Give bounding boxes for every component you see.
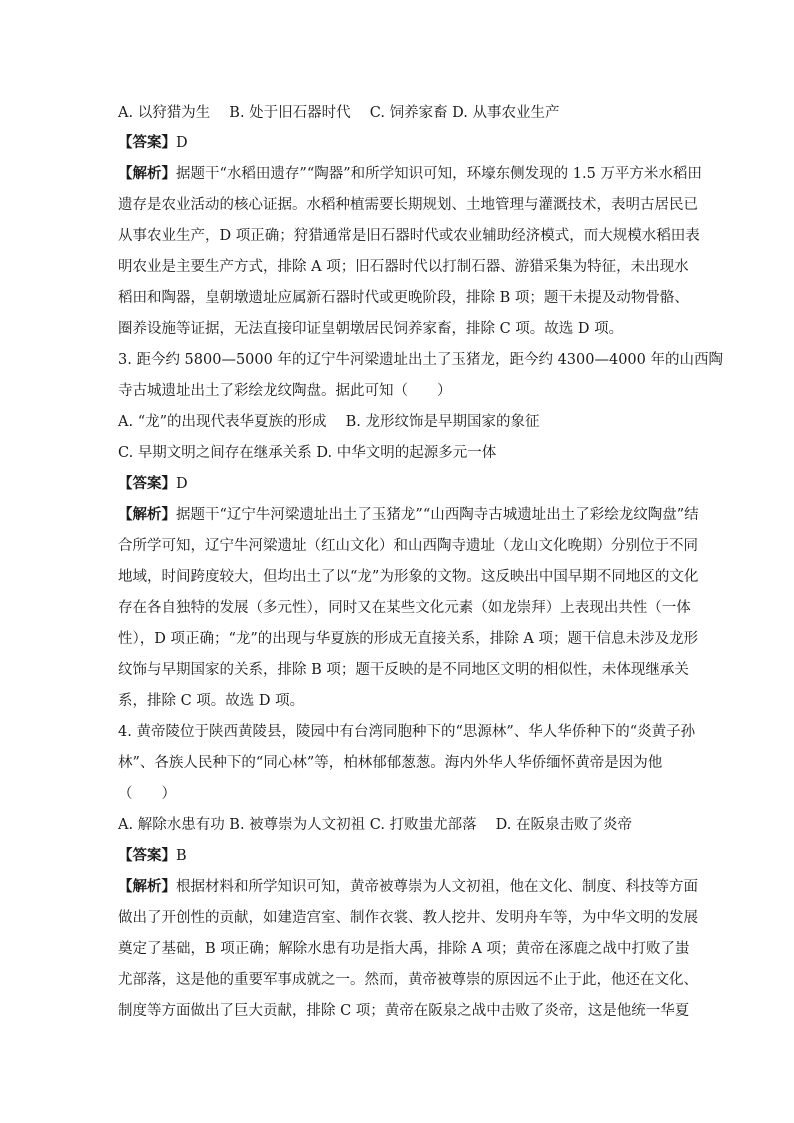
q2-options: A. 以狩猎为生 B. 处于旧石器时代 C. 饲养家畜 D. 从事农业生产: [118, 105, 560, 121]
q3-options: C. 早期文明之间存在继承关系 D. 中华文明的起源多元一体: [118, 445, 497, 461]
section-tag: 【解析】: [118, 506, 176, 523]
q2-analysis-line: 从事农业生产，D 项正确；狩猎通常是旧石器时代或农业辅助经济模式，而大规模水稻田表: [118, 228, 700, 244]
section-text: B: [176, 848, 187, 864]
q3-analysis-line: 性），D 项正确；“龙”的出现与华夏族的形成无直接关系，排除 A 项；题干信息未涉及龙形: [118, 631, 698, 647]
q3-analysis-line: 合所学可知，辽宁牛河梁遗址（红山文化）和山西陶寺遗址（龙山文化晚期）分别位于不同: [118, 538, 698, 554]
q4-analysis-line: 奠定了基础，B 项正确；解除水患有功是指大禹，排除 A 项；黄帝在涿鹿之战中打败了蚩: [118, 941, 690, 957]
q2-analysis-line: 明农业是主要生产方式，排除 A 项；旧石器时代以打制石器、游猎采集为特征，未出现水: [118, 259, 689, 275]
q4-analysis-line: 做出了开创性的贡献，如建造宫室、制作衣裳、教人挖井、发明舟车等，为中华文明的发展: [118, 910, 698, 926]
section-text: D: [176, 476, 188, 492]
q3-options: A. “龙”的出现代表华夏族的形成 B. 龙形纹饰是早期国家的象征: [118, 414, 540, 430]
q2-analysis-line: 遗存是农业活动的核心证据。水稻种植需要长期规划、土地管理与灌溉技术，表明古居民已: [118, 197, 698, 213]
q4-analysis-line: 制度等方面做出了巨大贡献，排除 C 项；黄帝在阪泉之战中击败了炎帝，这是他统一华夏: [118, 1003, 690, 1019]
q2-answer: [118, 133, 188, 153]
q2-analysis-line: 稻田和陶器，皇朝墩遗址应属新石器时代或更晚阶段，排除 B 项；题干未提及动物骨骼、: [118, 290, 689, 306]
q3-question-line: 寺古城遗址出土了彩绘龙纹陶盘。据此可知（ ）: [118, 383, 452, 399]
section-text: 据题干“水稻田遗存”“陶器”和所学知识可知，环壕东侧发现的 1.5 万平方米水稻田: [176, 166, 702, 182]
section-tag: 【答案】: [118, 847, 176, 864]
q4-answer: [118, 846, 187, 866]
q4-question-line: （ ）: [118, 786, 176, 802]
q3-analysis-line: 存在各自独特的发展（多元性），同时又在某些文化元素（如龙崇拜）上表现出共性（一体: [118, 600, 691, 616]
q2-analysis-line: 圈养设施等证据，无法直接印证皇朝墩居民饲养家畜，排除 C 项。故选 D 项。: [118, 321, 624, 337]
section-tag: 【解析】: [118, 165, 176, 182]
section-tag: 【答案】: [118, 475, 176, 492]
q4-question-line: 林”、各族人民种下的“同心林”等，柏林郁郁葱葱。海内外华人华侨缅怀黄帝是因为他: [118, 755, 663, 771]
q3-analysis-line: [118, 505, 699, 525]
section-text: 根据材料和所学知识可知，黄帝被尊崇为人文初祖，他在文化、制度、科技等方面: [176, 879, 698, 895]
q4-analysis-line: 尤部落，这是他的重要军事成就之一。然而，黄帝被尊崇的原因远不止于此，他还在文化、: [118, 972, 698, 988]
section-text: 据题干“辽宁牛河梁遗址出土了玉猪龙”“山西陶寺古城遗址出土了彩绘龙纹陶盘”结: [176, 507, 699, 523]
section-tag: 【答案】: [118, 134, 176, 151]
q4-question-line: 4. 黄帝陵位于陕西黄陵县，陵园中有台湾同胞种下的“思源林”、华人华侨种下的“炎黄子孙: [118, 724, 696, 740]
q4-analysis-line: [118, 877, 698, 897]
q3-answer: [118, 474, 188, 494]
section-text: D: [176, 135, 188, 151]
section-tag: 【解析】: [118, 878, 176, 895]
q3-analysis-line: 地域，时间跨度较大，但均出土了以“龙”为形象的文物。这反映出中国早期不同地区的文化: [118, 569, 699, 585]
q2-analysis-line: [118, 164, 702, 184]
q3-analysis-line: 系，排除 C 项。故选 D 项。: [118, 693, 305, 709]
q3-analysis-line: 纹饰与早期国家的关系，排除 B 项；题干反映的是不同地区文明的相似性，未体现继承关: [118, 662, 689, 678]
q3-question-line: 3. 距今约 5800—5000 年的辽宁牛河梁遗址出土了玉猪龙，距今约 4300—4000 年的山西陶: [118, 352, 723, 368]
q4-options: A. 解除水患有功 B. 被尊崇为人文初祖 C. 打败蚩尤部落 D. 在阪泉击败了炎帝: [118, 817, 633, 833]
